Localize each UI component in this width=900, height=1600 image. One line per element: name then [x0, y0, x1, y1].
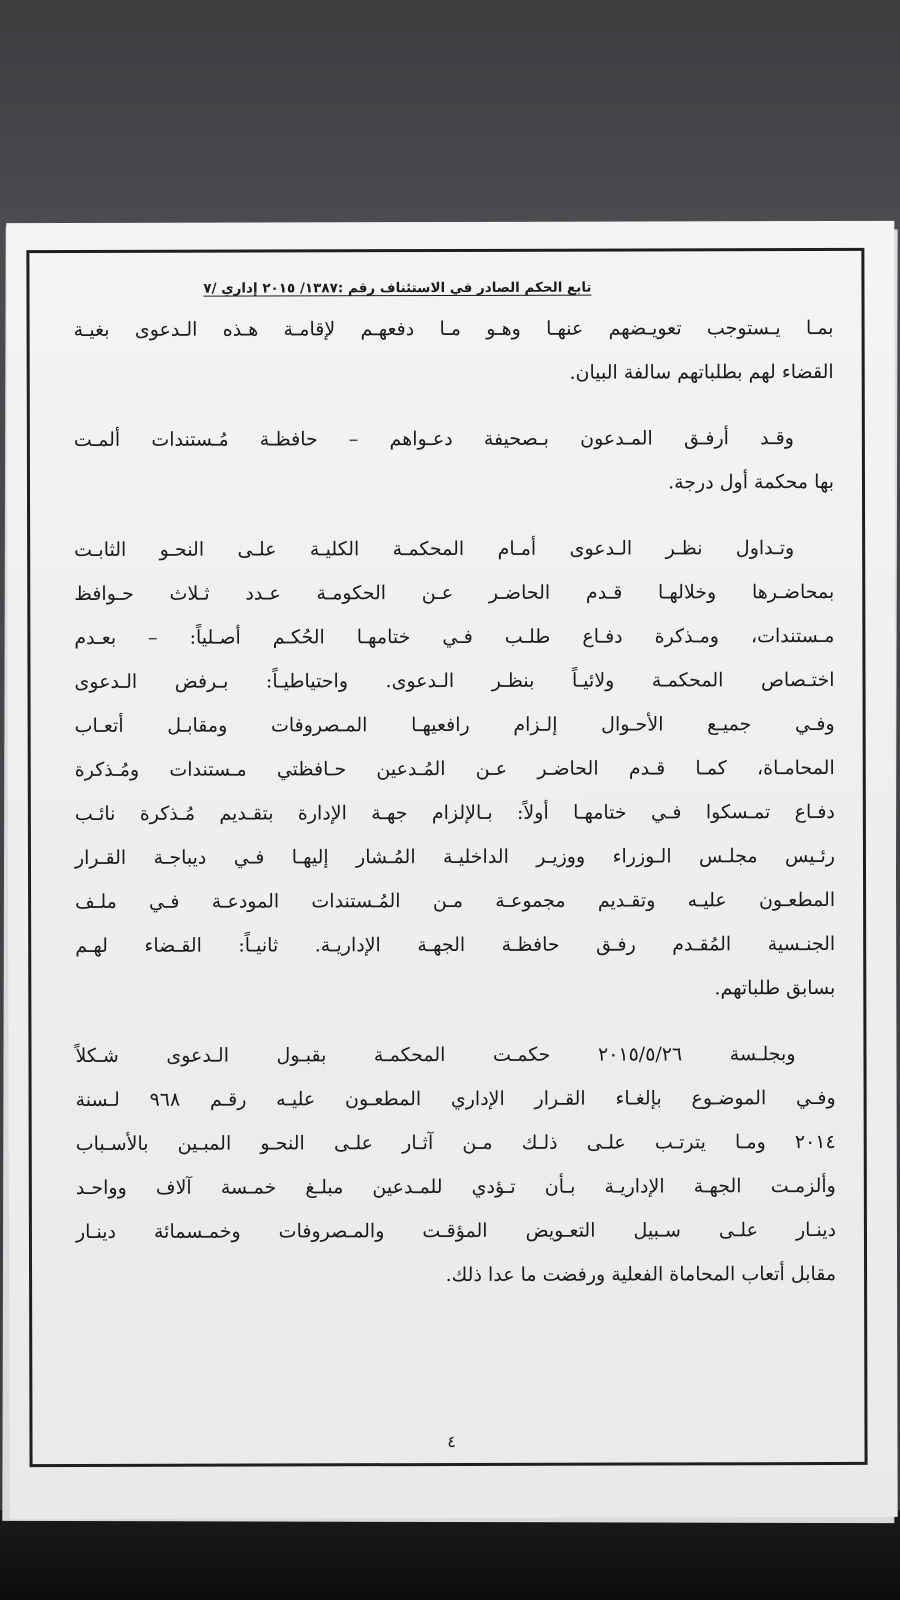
page-number: ٤: [447, 1431, 456, 1452]
text-line: وألزمـت الجهـة الإداريـة بـأن تـؤدي للمـدعين مبلـغ خمـسة آلاف وواحـد: [75, 1174, 836, 1199]
judgment-body: [74, 306, 837, 1298]
page-border-frame: [26, 248, 867, 1467]
text-line: المحامـاة، كمـا قـدم الحاضـر عـن المُـدعين حـافظتي مـستندات ومُـذكرة: [74, 756, 835, 781]
text-line: اختـصاص المحكمـة ولائيـاً بنظـر الـدعوى. واحتياطيـاً: بـرفض الـدعوى: [74, 668, 835, 693]
text-line: بها محكمة أول درجة.: [668, 470, 835, 494]
text-line: بمحاضـرها وخلالهـا قـدم الحاضـر عـن الحكومـة عـدد ثـلاث حـوافظ: [74, 580, 835, 605]
text-line: مـستندات، ومـذكرة دفـاع طلـب فـي ختامهـا الحُكـم أصـلياً: – بعـدم: [74, 624, 835, 649]
case-header: تابع الحكم الصادر في الاستئناف رقم :١٣٨٧/ ٢٠١٥ إداري /٧: [203, 279, 592, 297]
text-line: الجنـسية المُقـدم رفـق حافظـة الجهـة الإداريـة. ثانيـاً: القـضاء لهـم: [75, 932, 836, 957]
text-line: ٢٠١٤ ومـا يترتـب علـى ذلـك مـن آثـار علـى النحـو المبـين بالأسـباب: [75, 1130, 836, 1155]
text-line: وقـد أرفـق المـدعون بـصحيفة دعـواهم – حافظـة مُـستندات ألمـت: [73, 427, 794, 451]
text-line: وتـداول نظـر الـدعوى أمـام المحكمـة الكليـة علـى النحـو الثابـت: [74, 537, 795, 561]
text-line: بمـا يـستوجب تعويـضهم عنهـا وهـو مـا دفعهـم لإقامـة هـذه الـدعوى بغيـة: [73, 316, 834, 341]
text-line: وفـي الموضـوع بإلغـاء القـرار الإداري المطعـون عليـه رقـم ٩٦٨ لـسنة: [75, 1086, 836, 1111]
text-line: وبجلـسة ٢٠١٥/٥/٢٦ حكمـت المحكمـة بقبـول الـدعوى شـكلاً: [75, 1043, 796, 1067]
text-line: دينـار علـى سـبيل التعـويض المؤقـت والمـصروفات وخمـسمائة دينـار: [75, 1218, 836, 1243]
text-line: مقابل أتعاب المحاماة الفعلية ورفضت ما عدا ذلك.: [445, 1262, 837, 1287]
text-line: وفـي جميـع الأحـوال إلـزام رافعيهـا المـصروفات ومقابـل أتعـاب: [74, 712, 835, 737]
document-page: [6, 221, 897, 1519]
text-line: القضاء لهم بطلباتهم سالفة البيان.: [569, 360, 834, 384]
table-surface: [0, 1510, 900, 1600]
text-line: بسابق طلباتهم.: [714, 976, 836, 1000]
text-line: رئـيس مجلـس الـوزراء ووزيـر الداخليـة المُـشار إليهـا فـي ديباجـة القـرار: [74, 844, 835, 869]
text-line: المطعـون عليـه وتقـديم مجموعـة مـن المُـستندات المودعـة فـي ملـف: [75, 888, 836, 913]
text-line: دفـاع تمـسكوا فـي ختامهـا أولاً: بـالإلزام جهـة الإدارة بتقـديم مُـذكرة نائـب: [74, 800, 835, 825]
